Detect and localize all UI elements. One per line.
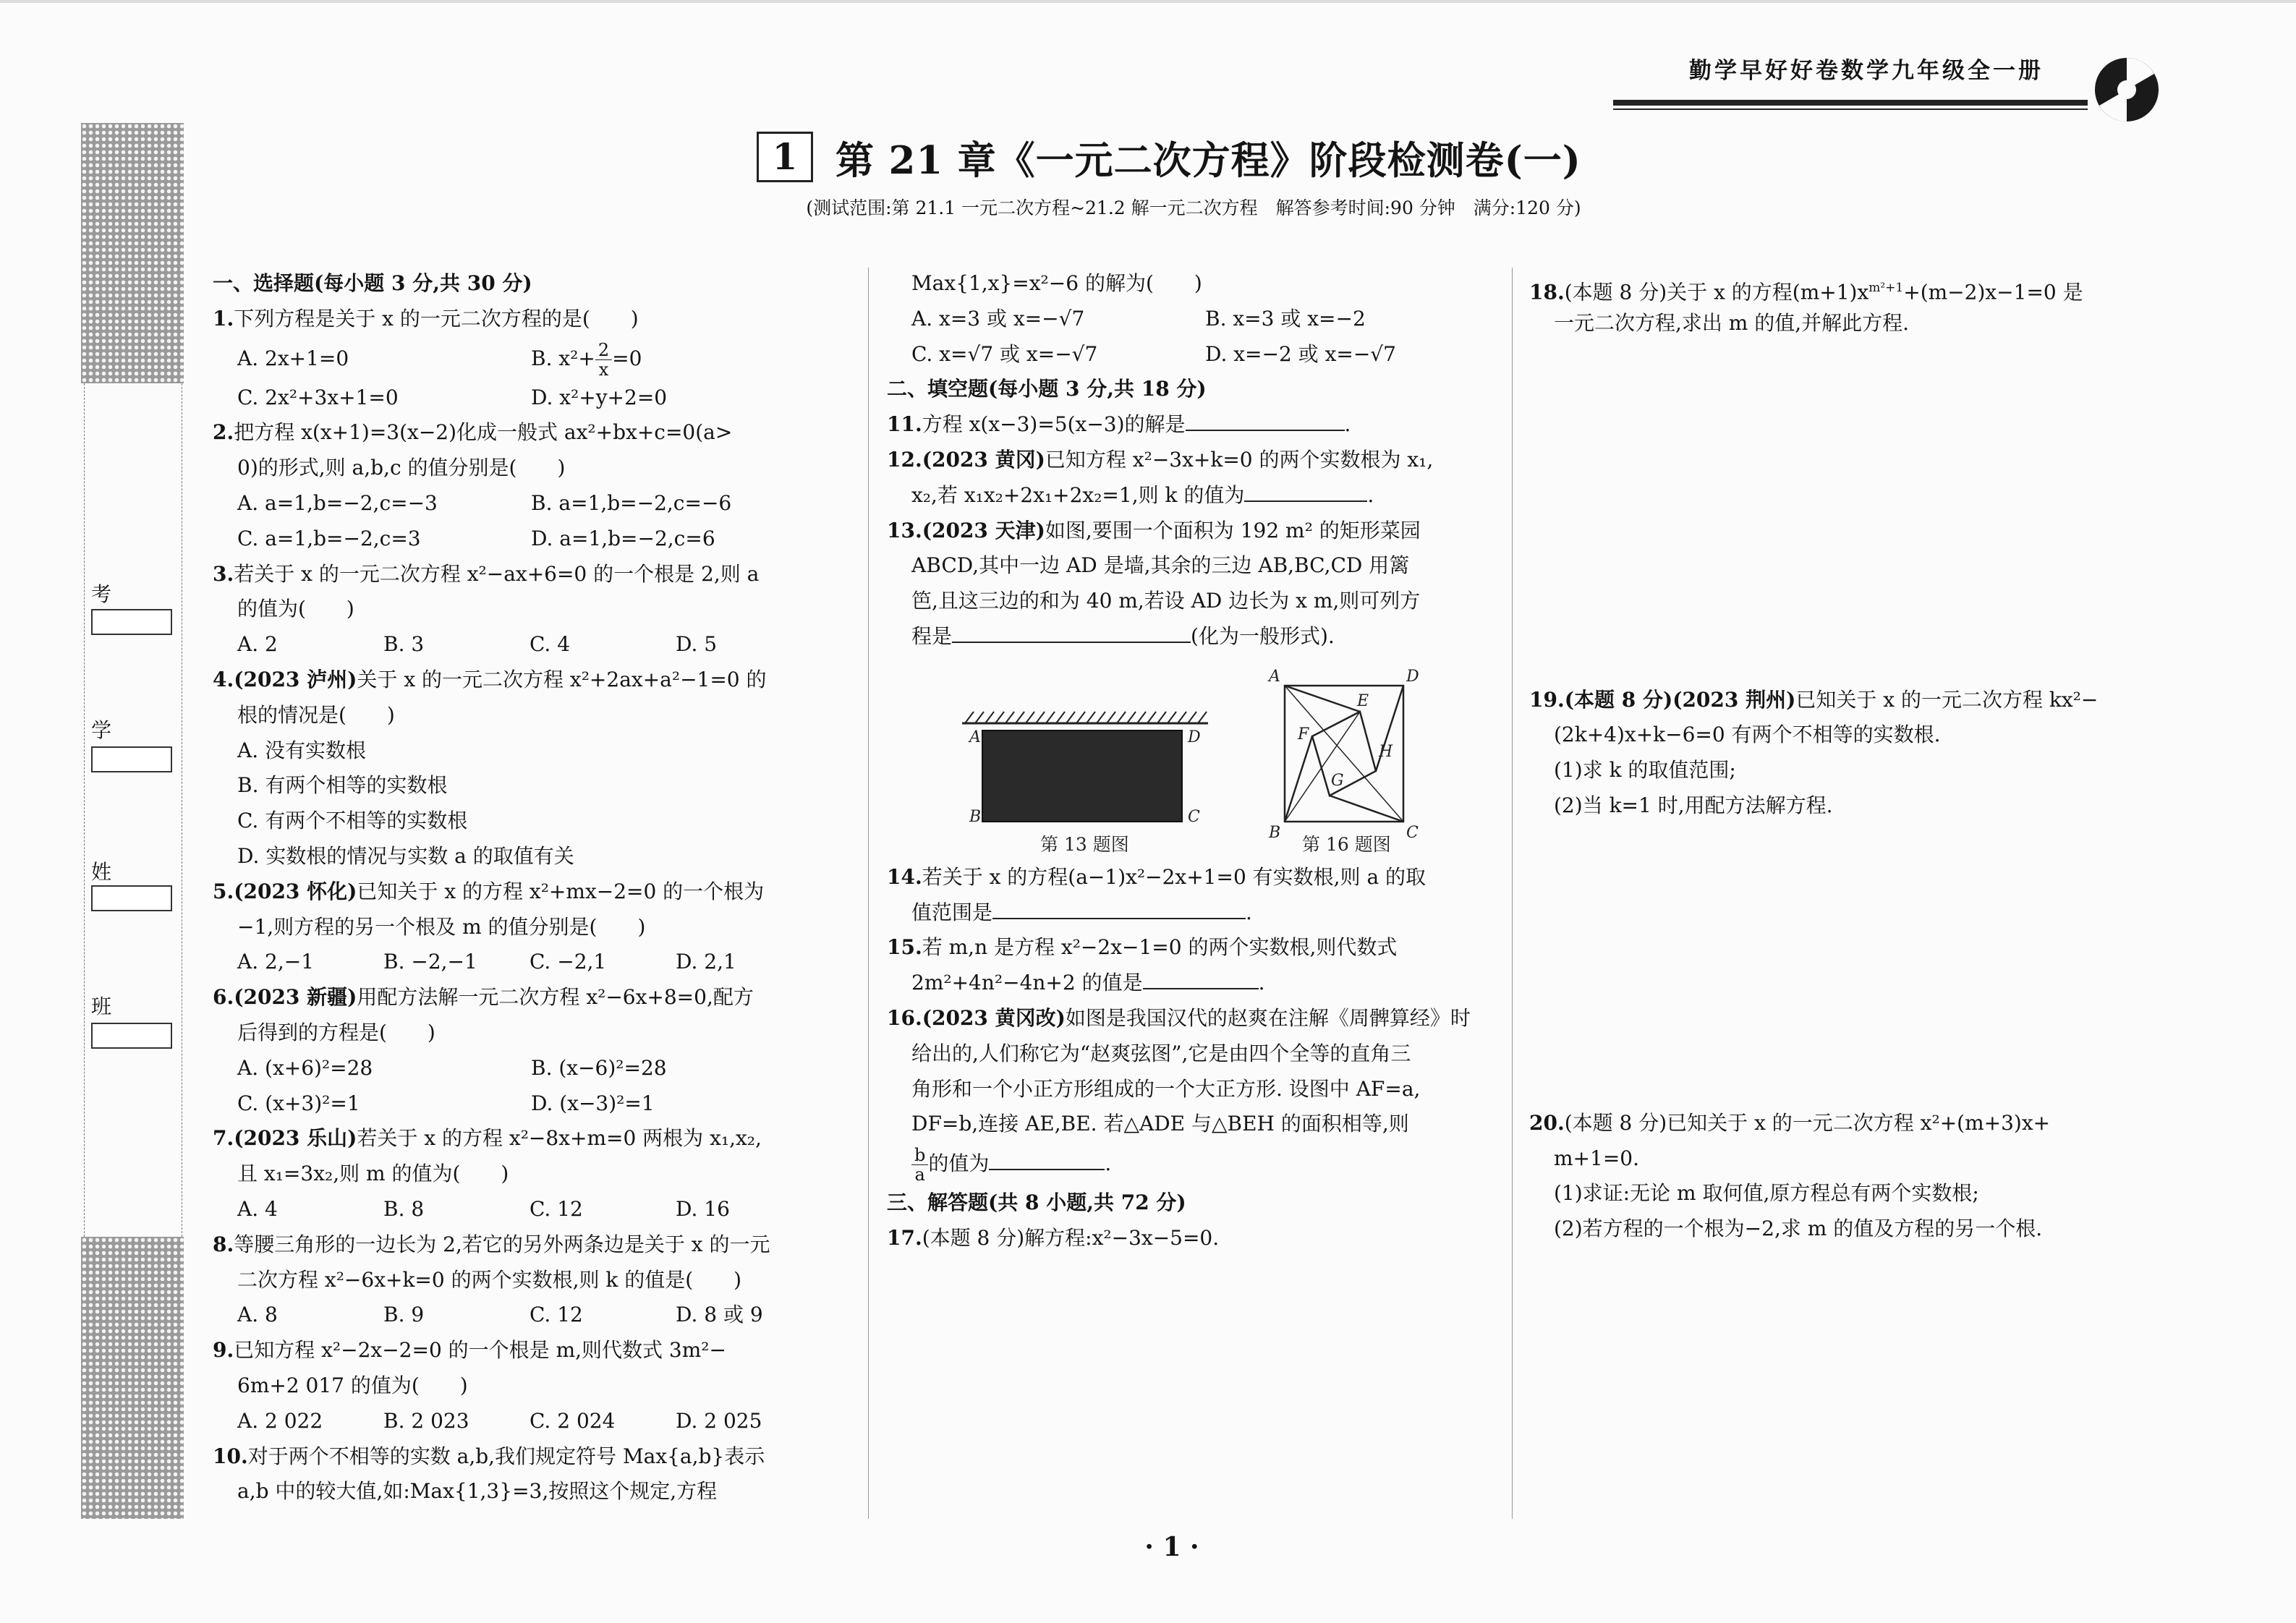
option-d[interactable]: D. x=−2 或 x=−√7 [1205,341,1396,366]
question-text: +(m−2)x−1=0 是 [1903,280,2083,304]
fraction-numerator: b [911,1146,928,1165]
question-2 [213,415,849,451]
question-number: 5. [213,879,234,903]
question-source-tag: (本题 8 分)(2023 荆州) [1564,687,1796,712]
point-label: A [969,728,981,746]
question-number: 17. [887,1225,922,1250]
option-a[interactable]: A. 8 [237,1303,278,1327]
option-b[interactable]: B. x=3 或 x=−2 [1205,306,1366,331]
question-text: 对于两个不相等的实数 a,b,我们规定符号 Max{a,b}表示 [247,1444,765,1468]
sub-question: (1)求证:无论 m 取何值,原方程总有两个实数根; [1554,1181,1979,1206]
option-d[interactable]: D. 2 025 [676,1408,762,1433]
point-label: A [1269,668,1280,686]
question-3 [213,557,849,592]
point-label: D [1188,728,1201,746]
option-c[interactable]: C. 4 [530,632,571,657]
question-text: 若 m,n 是方程 x²−2x−1=0 的两个实数根,则代数式 [922,935,1398,960]
question-text: 如图是我国汉代的赵爽在注解《周髀算经》时 [1065,1005,1471,1030]
question-13 [887,514,1509,549]
figure-caption: 第 16 题图 [1302,834,1391,855]
point-label: H [1379,743,1393,761]
question-text-continued: m+1=0. [1554,1146,1640,1170]
question-text: 用配方法解一元二次方程 x²−6x+8=0,配方 [357,985,754,1010]
question-text: 方程 x(x−3)=5(x−3)的解是 [922,412,1186,437]
question-text: (化为一般形式). [1191,623,1335,648]
option-c[interactable]: C. x=√7 或 x=−√7 [911,341,1098,366]
name-field[interactable] [91,885,172,911]
option-b[interactable]: B. a=1,b=−2,c=−6 [531,490,732,515]
question-text-continued: −1,则方程的另一个根及 m 的值分别是( ) [237,914,646,939]
option-b[interactable]: B. 8 [383,1196,425,1221]
option-a[interactable]: A. 没有实数根 [237,738,367,762]
sentence-end: . [1105,1151,1112,1176]
question-text-continued: ABCD,其中一边 AD 是墙,其余的三边 AB,BC,CD 用篱 [911,553,1410,578]
page-title: 第 21 章《一元二次方程》阶段检测卷(一) [836,138,1581,183]
option-d[interactable]: D. 16 [676,1196,730,1221]
exponent: m²+1 [1868,281,1904,295]
answer-blank[interactable] [989,1147,1105,1170]
question-text-continued: 0)的形式,则 a,b,c 的值分别是( ) [237,456,566,480]
question-8 [213,1227,849,1263]
question-text-continued: 给出的,人们称它为“赵爽弦图”,它是由四个全等的直角三 [911,1041,1411,1065]
sidebar-field-label: 姓 [91,860,156,884]
option-b-prefix: B. x²+ [531,346,595,370]
question-source-tag: (2023 黄冈改) [922,1005,1066,1030]
section-heading: 二、填空题(每小题 3 分,共 18 分) [887,377,1207,401]
question-number: 2. [213,420,234,445]
answer-options [213,1192,849,1227]
question-number: 6. [213,985,234,1010]
question-text-continued: 6m+2 017 的值为( ) [237,1373,468,1397]
sidebar-dashed-frame [84,383,182,1237]
point-label: B [969,808,982,826]
answer-blank[interactable] [992,896,1246,919]
question-text: (本题 8 分)关于 x 的方程(m+1)x [1564,280,1869,304]
test-scope: (测试范围:第 21.1 一元二次方程~21.2 解一元二次方程 解答参考时间:90 分钟 满分:120 分) [806,197,1581,218]
question-number: 8. [213,1232,234,1256]
answer-options [213,486,849,521]
point-label: G [1331,772,1344,790]
answer-blank[interactable] [1143,966,1259,989]
option-d[interactable]: D. 5 [676,632,718,657]
answer-blank[interactable] [1244,479,1367,502]
question-number: 14. [887,864,922,889]
question-text: 已知方程 x²−2x−2=0 的一个根是 m,则代数式 3m²− [234,1338,726,1363]
question-text-continued: 后得到的方程是( ) [237,1020,435,1044]
question-19 [1529,683,2166,718]
option-a[interactable]: A. a=1,b=−2,c=−3 [237,490,438,515]
question-6 [213,980,849,1015]
option-c[interactable]: C. 有两个不相等的实数根 [237,809,468,833]
question-source-tag: (2023 天津) [922,518,1045,542]
question-17 [887,1221,1509,1256]
option-c[interactable]: C. 12 [530,1303,583,1327]
sub-question: (1)求 k 的取值范围; [1554,758,1736,783]
question-1 [213,302,849,337]
sidebar-field-label: 考 [91,582,156,606]
option-b[interactable]: B. 9 [383,1303,425,1327]
option-a[interactable]: A. x=3 或 x=−√7 [911,306,1085,331]
question-text-continued: 的值为( ) [237,597,354,621]
option-c[interactable]: C. 2x²+3x+1=0 [237,385,399,409]
answer-space[interactable] [1529,824,2166,1106]
fraction [911,1146,928,1184]
sidebar-field-label: 班 [91,994,156,1018]
question-number: 13. [887,518,922,542]
question-text-continued [887,895,1509,931]
option-a[interactable]: A. 2 [237,632,278,657]
option-a[interactable]: A. 2x+1=0 [237,346,349,370]
option-a[interactable]: A. 2 022 [237,1408,323,1433]
option-d[interactable]: D. 8 或 9 [676,1303,763,1327]
question-source-tag: (2023 黄冈) [922,447,1045,472]
left-column [213,266,849,1509]
sentence-end: . [1367,482,1374,507]
figure-13 [962,712,1208,855]
question-10 [213,1439,849,1475]
question-text: (本题 8 分)解方程:x²−3x−5=0. [922,1225,1220,1250]
option-b[interactable]: B. 2 023 [383,1408,469,1433]
question-text: 若关于 x 的一元二次方程 x²−ax+6=0 的一个根是 2,则 a [234,561,760,586]
option-d[interactable]: D. 实数根的情况与实数 a 的取值有关 [237,843,574,868]
option-c[interactable]: C. a=1,b=−2,c=3 [237,526,421,550]
option-d[interactable]: D. a=1,b=−2,c=6 [531,526,715,550]
question-number: 7. [213,1126,234,1151]
question-text: 已知关于 x 的方程 x²+mx−2=0 的一个根为 [357,879,765,903]
figure-caption: 第 13 题图 [1040,834,1129,855]
question-12 [887,443,1509,478]
question-11 [887,407,1509,443]
class-field[interactable] [91,1023,172,1049]
question-text: 已知关于 x 的一元二次方程 kx²− [1795,687,2099,712]
question-source-tag: (2023 新疆) [234,985,357,1010]
point-label: F [1298,725,1309,744]
right-column [1529,270,2166,1247]
page-number: · 1 · [1144,1532,1199,1562]
question-text: (本题 8 分)已知关于 x 的一元二次方程 x²+(m+3)x+ [1564,1110,2051,1135]
sidebar-pattern-top [81,123,184,383]
chapter-number-badge: 1 [757,132,813,182]
question-text: 关于 x 的一元二次方程 x²+2ax+a²−1=0 的 [357,667,767,691]
fraction-denominator: a [914,1164,925,1185]
question-source-tag: (2023 泸州) [234,667,357,691]
question-16 [887,1001,1509,1036]
question-number: 10. [213,1444,248,1468]
question-text-continued: 角形和一个小正方形组成的一个大正方形. 设图中 AF=a, [911,1076,1421,1101]
question-text-continued: a,b 中的较大值,如:Max{1,3}=3,按照这个规定,方程 [237,1479,718,1504]
point-label: C [1406,824,1419,842]
question-number: 20. [1529,1110,1565,1135]
question-9 [213,1333,849,1368]
fraction-denominator: x [598,359,609,380]
question-text-continued [887,619,1509,655]
question-number: 3. [213,561,234,586]
exam-number-field[interactable] [91,609,172,635]
book-logo-icon [2083,52,2170,124]
question-text: 若关于 x 的方程(a−1)x²−2x+1=0 有实数根,则 a 的取 [922,864,1427,889]
question-text-continued [887,966,1509,1001]
question-text: x₂,若 x₁x₂+2x₁+2x₂=1,则 k 的值为 [911,482,1245,507]
sentence-end: . [1344,412,1351,437]
question-number: 4. [213,667,234,691]
answer-blank[interactable] [1186,408,1345,431]
question-text-continued: 笆,且这三边的和为 40 m,若设 AD 边长为 x m,则可列方 [911,589,1421,613]
question-number: 1. [213,306,234,331]
question-14 [887,860,1509,895]
question-text: 已知方程 x²−3x+k=0 的两个实数根为 x₁, [1045,447,1434,472]
answer-options [213,1298,849,1333]
answer-options [887,302,1509,337]
question-text: 值范围是 [911,900,993,924]
option-c[interactable]: C. (x+3)²=1 [237,1091,360,1115]
question-15 [887,930,1509,966]
option-b[interactable] [531,337,825,380]
option-d[interactable]: D. (x−3)²=1 [531,1091,655,1115]
question-text-continued [887,478,1509,514]
question-number: 19. [1529,687,1565,712]
fraction [595,341,612,379]
question-text-continued: DF=b,连接 AE,BE. 若△ADE 与△BEH 的面积相等,则 [911,1112,1409,1136]
question-number: 11. [887,412,922,437]
header-rule-thin [1613,108,2088,110]
point-label: C [1188,808,1200,826]
answer-options [213,521,849,557]
column-divider [868,268,869,1519]
question-number: 18. [1529,280,1565,304]
answer-options [213,945,849,980]
answer-options [213,627,849,663]
book-title: 勤学早好好卷数学九年级全一册 [1689,58,2044,84]
question-text-continued: 根的情况是( ) [237,702,395,727]
question-text-continued: Max{1,x}=x²−6 的解为( ) [911,271,1202,295]
page-top-edge [0,0,2296,3]
question-text: 如图,要围一个面积为 192 m² 的矩形菜园 [1045,518,1421,542]
question-source-tag: (2023 乐山) [234,1126,357,1151]
option-d[interactable]: D. x²+y+2=0 [531,385,668,409]
answer-blank[interactable] [952,620,1191,643]
sidebar-field-label: 学 [91,718,156,742]
figures-q13-q16 [948,665,1454,861]
answer-options [887,337,1509,372]
option-b[interactable]: B. 有两个相等的实数根 [237,773,448,798]
question-text: 等腰三角形的一边长为 2,若它的另外两条边是关于 x 的一元 [234,1232,770,1256]
answer-space[interactable] [1529,341,2166,683]
question-text: 的值为 [928,1151,990,1176]
point-label: D [1406,668,1419,686]
option-b[interactable]: B. −2,−1 [383,950,477,974]
option-c[interactable]: C. 12 [530,1196,583,1221]
question-text: 若关于 x 的方程 x²−8x+m=0 两根为 x₁,x₂, [357,1126,762,1151]
option-b[interactable]: B. (x−6)²=28 [531,1055,667,1080]
question-20 [1529,1106,2166,1141]
sub-question: (2)若方程的一个根为−2,求 m 的值及方程的另一个根. [1554,1217,2043,1241]
point-label: E [1357,692,1369,710]
sidebar-pattern-bottom [81,1237,184,1519]
question-number: 16. [887,1005,922,1030]
question-text: 程是 [911,623,953,648]
answer-options [213,380,849,416]
sentence-end: . [1246,900,1252,924]
school-field[interactable] [91,746,172,772]
question-7 [213,1121,849,1156]
question-number: 15. [887,935,922,960]
answer-options [213,337,849,380]
option-a[interactable]: A. 4 [237,1196,278,1221]
question-number: 9. [213,1338,234,1363]
option-a[interactable]: A. 2,−1 [237,950,315,974]
question-text: 下列方程是关于 x 的一元二次方程的是( ) [234,306,639,331]
option-c[interactable]: C. −2,1 [530,950,607,974]
option-b[interactable]: B. 3 [383,632,425,657]
question-text-continued: 一元二次方程,求出 m 的值,并解此方程. [1554,310,1910,335]
column-divider [1512,268,1513,1519]
answer-options [213,1404,849,1439]
answer-options [213,1086,849,1122]
sub-question: (2)当 k=1 时,用配方法解方程. [1554,793,1833,817]
question-text-continued: (2k+4)x+k−6=0 有两个不相等的实数根. [1554,723,1941,747]
option-b-suffix: =0 [612,346,642,370]
question-18 [1529,270,2166,306]
question-text-continued [887,1142,1509,1185]
question-text: 2m²+4n²−4n+2 的值是 [911,971,1143,995]
question-number: 12. [887,447,922,472]
option-a[interactable]: A. (x+6)²=28 [237,1055,373,1080]
question-source-tag: (2023 怀化) [234,879,357,903]
option-d[interactable]: D. 2,1 [676,950,736,974]
answer-options [213,1051,849,1086]
sentence-end: . [1258,971,1265,995]
question-text-continued: 二次方程 x²−6x+k=0 的两个实数根,则 k 的值是( ) [237,1267,742,1292]
fraction-numerator: 2 [595,341,612,360]
section-heading: 一、选择题(每小题 3 分,共 30 分) [213,271,532,295]
question-5 [213,874,849,910]
question-text: 把方程 x(x+1)=3(x−2)化成一般式 ax²+bx+c=0(a> [234,420,733,445]
section-heading: 三、解答题(共 8 小题,共 72 分) [887,1190,1186,1215]
option-c[interactable]: C. 2 024 [530,1408,616,1433]
point-label: B [1269,824,1281,842]
question-text-continued: 且 x₁=3x₂,则 m 的值为( ) [237,1162,509,1186]
header-rule [1613,100,2088,106]
question-4 [213,663,849,698]
